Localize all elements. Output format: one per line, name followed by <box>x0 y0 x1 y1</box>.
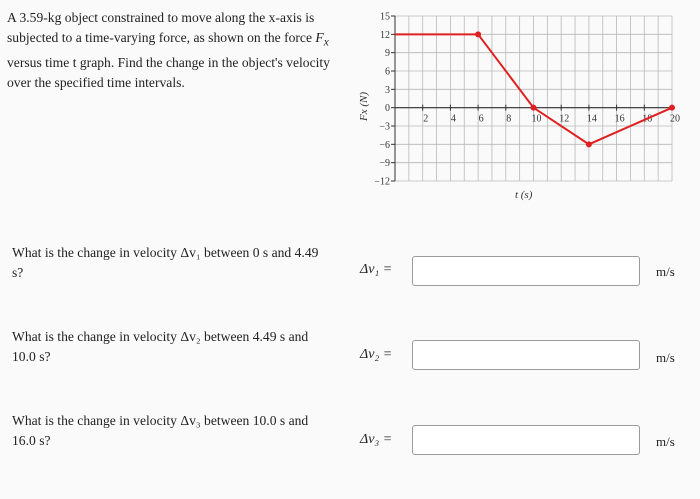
force-time-graph <box>345 8 685 208</box>
x-tick-label: 14 <box>586 113 597 125</box>
y-tick-label: 15 <box>380 11 390 23</box>
answer-2-label: Δv₂ = <box>360 347 393 362</box>
x-tick-label: 20 <box>670 113 680 125</box>
data-point <box>531 105 537 111</box>
x-tick-label: 4 <box>450 113 456 125</box>
question-2-text: What is the change in velocity Δv₂ between 4.49 s and 10.0 s? <box>12 329 309 364</box>
data-point <box>586 141 592 147</box>
problem-text-end: versus time t graph. Find the change in the object's velocity over the specified time intervals. <box>7 54 330 90</box>
x-tick-label: 10 <box>531 113 542 125</box>
x-tick-label: 12 <box>559 113 570 125</box>
x-tick-label: 8 <box>506 113 512 125</box>
y-tick-label: 0 <box>385 103 390 115</box>
y-tick-label: 12 <box>380 29 390 41</box>
question-3-text: What is the change in velocity Δv₃ between 10.0 s and 16.0 s? <box>12 413 309 448</box>
answer-3-unit: m/s <box>656 434 675 449</box>
x-tick-label: 2 <box>423 113 429 125</box>
y-tick-label: 9 <box>385 48 390 60</box>
answer-2-input[interactable] <box>412 340 640 370</box>
force-symbol: $F_x$ <box>315 30 329 49</box>
y-axis-label: Fx (N) <box>358 91 370 122</box>
y-tick-label: −9 <box>379 158 390 170</box>
problem-text-start: A 3.59-kg object constrained to move along the x-axis is subjected to a time-varying force, as shown on the force <box>7 10 316 45</box>
data-point <box>669 105 675 111</box>
y-tick-label: 6 <box>385 66 390 78</box>
answer-3-input[interactable] <box>412 425 640 455</box>
y-tick-label: −3 <box>379 121 390 133</box>
answer-1-input[interactable] <box>412 256 640 286</box>
answer-1-unit: m/s <box>656 264 675 279</box>
x-tick-label: 6 <box>478 113 484 125</box>
y-tick-label: 3 <box>385 84 390 96</box>
answer-3-label: Δv₃ = <box>360 432 393 447</box>
y-tick-label: −6 <box>379 139 390 151</box>
x-tick-label: 16 <box>614 113 625 125</box>
question-1-text: What is the change in velocity Δv₁ between 0 s and 4.49 s? <box>12 245 319 280</box>
x-tick-label: 18 <box>642 113 653 125</box>
problem-statement <box>7 8 342 93</box>
answer-1-label: Δv₁ = <box>360 262 393 277</box>
answer-2-unit: m/s <box>656 350 675 365</box>
x-axis-label: t (s) <box>514 189 533 201</box>
y-tick-label: −12 <box>374 176 390 188</box>
data-point <box>475 31 481 37</box>
